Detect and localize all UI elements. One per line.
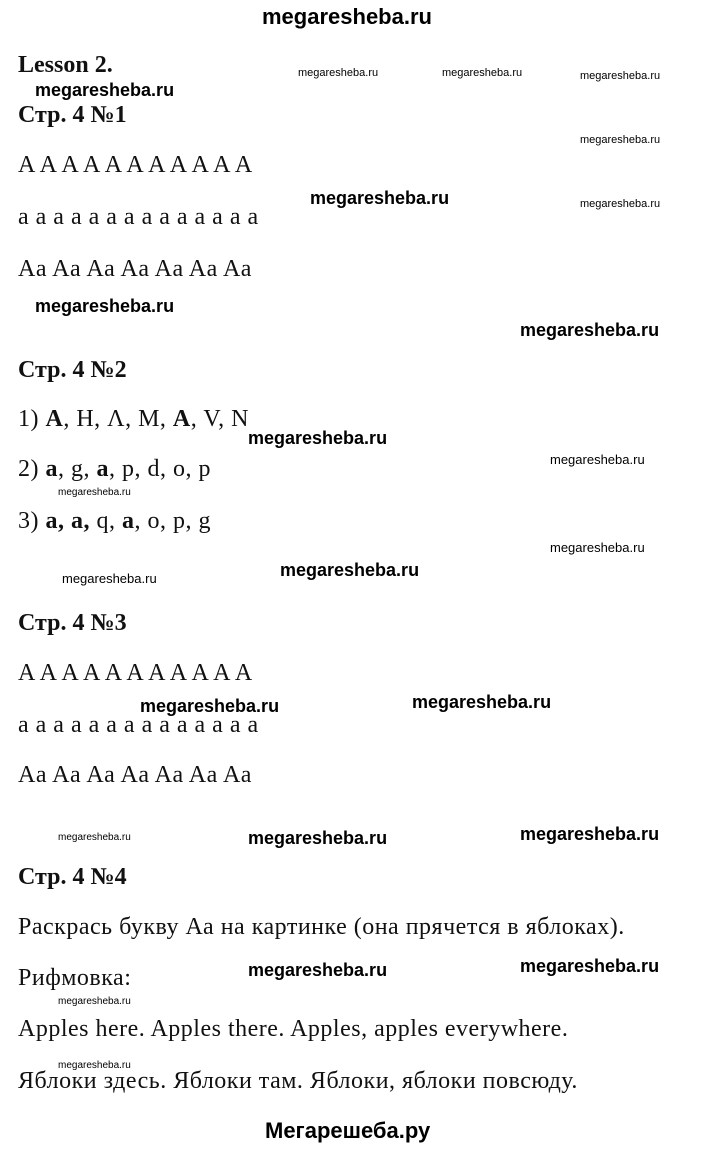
watermark: megaresheba.ru — [35, 80, 175, 100]
watermark: megaresheba.ru — [58, 1060, 131, 1071]
line-number: 1) — [18, 406, 46, 432]
section-1-line-pairs: Aa Aa Aa Aa Aa Aa Aa — [18, 256, 252, 282]
task-text: Раскрась букву Аа на картинке (она прячется в яблоках). — [18, 914, 625, 940]
watermark: megaresheba.ru — [140, 696, 280, 716]
watermark: megaresheba.ru — [298, 67, 379, 79]
watermark: megaresheba.ru — [580, 198, 661, 210]
watermark: megaresheba.ru — [58, 832, 131, 843]
section-1-heading: Стр. 4 №1 — [18, 102, 127, 128]
section-4-heading: Стр. 4 №4 — [18, 864, 127, 890]
section-2-line-3 — [18, 508, 211, 535]
section-3-line-pairs: Aa Aa Aa Aa Aa Aa Aa — [18, 762, 252, 788]
watermark: megaresheba.ru — [310, 188, 450, 208]
watermark: megaresheba.ru — [442, 67, 523, 79]
letter-list: , H, Λ, M, — [63, 406, 173, 432]
section-2-line-1 — [18, 406, 249, 433]
watermark: megaresheba.ru — [550, 452, 645, 467]
watermark: megaresheba.ru — [35, 296, 175, 316]
watermark: megaresheba.ru — [520, 824, 660, 844]
site-header: megaresheba.ru — [262, 4, 432, 29]
watermark: megaresheba.ru — [58, 487, 131, 498]
lesson-title: Lesson 2. — [18, 52, 113, 78]
section-2-line-2 — [18, 456, 211, 483]
watermark: megaresheba.ru — [550, 540, 645, 555]
line-number: 2) — [18, 456, 46, 482]
section-3-heading: Стр. 4 №3 — [18, 610, 127, 636]
watermark: megaresheba.ru — [520, 956, 660, 976]
watermark: megaresheba.ru — [248, 960, 388, 980]
section-3-line-lowercase: a a a a a a a a a a a a a a — [18, 712, 259, 738]
watermark: megaresheba.ru — [280, 560, 420, 580]
highlight-letter: a — [122, 508, 135, 534]
highlight-letter: a, a, — [45, 508, 90, 534]
letter-list: , o, p, g — [134, 508, 211, 534]
rhyme-label: Рифмовка: — [18, 965, 132, 991]
watermark: megaresheba.ru — [580, 70, 661, 82]
watermark: megaresheba.ru — [412, 692, 552, 712]
watermark: megaresheba.ru — [248, 428, 388, 448]
letter-list: , V, N — [190, 406, 249, 432]
highlight-letter: A — [172, 406, 191, 432]
letter-list: , g, — [58, 456, 97, 482]
watermark: megaresheba.ru — [520, 320, 660, 340]
section-1-line-lowercase: a a a a a a a a a a a a a a — [18, 204, 259, 230]
highlight-letter: a — [96, 456, 109, 482]
rhyme-english: Apples here. Apples there. Apples, apples everywhere. — [18, 1016, 569, 1042]
section-2-heading: Стр. 4 №2 — [18, 357, 127, 383]
section-1-line-uppercase: A A A A A A A A A A A — [18, 152, 253, 178]
highlight-letter: A — [45, 406, 64, 432]
rhyme-russian: Яблоки здесь. Яблоки там. Яблоки, яблоки повсюду. — [18, 1068, 578, 1094]
highlight-letter: a — [45, 456, 58, 482]
watermark: megaresheba.ru — [248, 828, 388, 848]
watermark: megaresheba.ru — [58, 996, 131, 1007]
section-3-line-uppercase: A A A A A A A A A A A — [18, 660, 253, 686]
letter-list: , p, d, o, p — [109, 456, 211, 482]
site-footer: Мегарешеба.ру — [265, 1118, 431, 1143]
line-number: 3) — [18, 508, 46, 534]
watermark: megaresheba.ru — [580, 134, 661, 146]
letter-list: q, — [90, 508, 122, 534]
watermark: megaresheba.ru — [62, 571, 157, 586]
